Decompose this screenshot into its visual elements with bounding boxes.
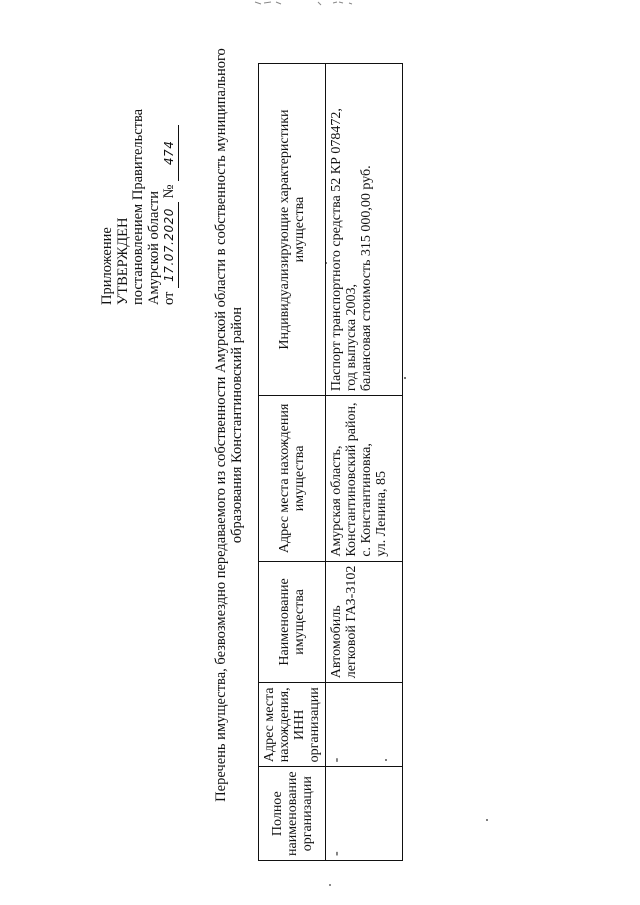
title-line-2: образования Константиновский район <box>228 306 245 544</box>
cell-org-address: - <box>326 683 403 767</box>
property-table <box>258 63 403 861</box>
cell-org-name: - <box>326 767 403 861</box>
title-line-1: Перечень имущества, безвозмездно передаваемого из собственности Амурской области в собственность муниципального <box>213 48 229 802</box>
date-prefix: от <box>161 291 177 305</box>
header-property-address: Адрес места нахождения имущества <box>259 396 326 562</box>
decree-label: постановлением Правительства <box>130 108 146 305</box>
document-title <box>214 25 245 825</box>
table-header-row <box>259 64 326 861</box>
region-label: Амурской области <box>145 191 162 305</box>
cell-property-name: Автомобиль легковой ГАЗ-3102 <box>326 561 403 683</box>
header-property-name: Наименование имущества <box>259 561 326 683</box>
cell-characteristics: Паспорт транспортного средства 52 КР 078472, год выпуска 2003, балансовая стоимость 315 000,00 руб. <box>326 64 403 396</box>
header-org-name: Полное наименование организации <box>259 767 326 861</box>
decree-number: 474 <box>162 125 179 181</box>
header-org-address: Адрес места нахождения, ИНН организации <box>259 683 326 767</box>
approved-label: УТВЕРЖДЕН <box>114 217 131 305</box>
cell-property-address: Амурская область, Константиновский район, с. Константиновка, ул. Ленина, 85 <box>326 396 403 562</box>
date-number-line <box>162 25 179 305</box>
appendix-label: Приложение <box>99 227 115 305</box>
header-characteristics: Индивидуализирующие характеристики имущества <box>259 64 326 396</box>
number-sign: № <box>161 184 177 199</box>
approval-stamp <box>100 25 179 305</box>
table-row <box>326 64 403 861</box>
decree-date: 17.07.2020 <box>162 202 179 288</box>
